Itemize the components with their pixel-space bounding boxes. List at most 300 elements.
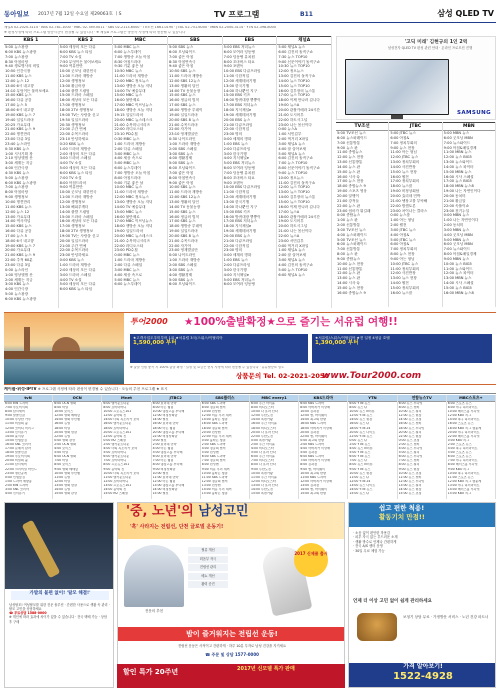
program-listing: 2:00 스포츠 뉴스 xyxy=(447,442,472,446)
hair-ad[interactable] xyxy=(4,502,114,688)
program-listing: 11:00 엠카운트다운 xyxy=(103,475,132,479)
program-listing: 3:00 TV조선 뉴스 xyxy=(337,227,366,232)
program-listing: 16:00 효리네 민박 xyxy=(152,422,179,426)
program-listing: 7:00 아는 형님 xyxy=(152,459,174,463)
channel-header[interactable]: MBC xyxy=(113,36,167,45)
program-listing: 0:00 뉴스라인 xyxy=(5,267,29,272)
mini-channel-column xyxy=(336,122,389,307)
program-listing: 20:00 런닝맨 xyxy=(201,430,221,434)
cable-channel-column xyxy=(4,395,53,499)
program-listing: 19:00 KBS 뉴스 7 xyxy=(5,112,36,117)
program-listing: 14:00 썰전 xyxy=(390,281,409,286)
program-listing: 12:00 뉴스 판 xyxy=(337,271,361,276)
program-listing: 12:00 생생정보 xyxy=(59,78,86,83)
prostate-ad-phone[interactable]: ☎ 주문 및 상담 1577-0000 xyxy=(205,652,259,657)
program-listing: 6:00 스포츠 뉴스 xyxy=(447,455,472,459)
program-listing: 8:00 나 혼자 산다 xyxy=(251,463,276,467)
program-listing: 22:00 음악의 신 xyxy=(103,434,127,438)
program-listing: 14:00 썰전 xyxy=(152,418,169,422)
program-listing: 13:00 정치부회의 xyxy=(390,160,420,165)
program-listing: 12:00 뉴스 투나잇 xyxy=(398,479,425,483)
program-listing: 22:00 라디오스타 xyxy=(114,243,144,248)
program-listing: 21:00 KBS 뉴스 9 xyxy=(5,253,36,258)
program-listing: 13:00 MBN 뉴스 xyxy=(443,276,472,281)
program-listing: 20:00 SBS 8 뉴스 xyxy=(169,117,199,122)
program-listing: 16:00 주간 아이돌 xyxy=(251,422,277,426)
program-listing: 4:00 잘 살아보세 xyxy=(278,146,307,151)
program-listing: 6:00 tvN 드라마 xyxy=(5,402,29,405)
program-listing: 4:00 보이스 xyxy=(54,447,72,451)
program-listing: 10:00 수상한 가수 xyxy=(5,418,31,422)
program-listing: 13:00 신통방통 xyxy=(337,160,363,165)
program-listing: 6:00 주간 아이돌 xyxy=(251,402,275,405)
program-listing: 22:00 하트시그널 xyxy=(278,117,308,122)
channel-header[interactable]: Mnet xyxy=(102,395,150,402)
program-listing: 20:00 EBS 뉴스 xyxy=(223,117,251,122)
program-listing: 3:00 드라마 스페셜 xyxy=(59,272,91,277)
program-listing: 13:00 뉴스 나이트 xyxy=(349,483,376,487)
program-listing: 4:00 비디오스타 xyxy=(251,447,274,451)
travel-ad[interactable] xyxy=(4,312,496,385)
program-listing: 23:10 영재발굴단 xyxy=(169,132,198,137)
program-listing: 15:00 KBS 뉴스 xyxy=(5,224,32,229)
program-listing: 14:00 뉴스 초점 xyxy=(398,418,422,422)
program-listing: 8:30 아침드라마 xyxy=(114,59,141,64)
program-listing: 2:00 세상의 모든 다큐 xyxy=(59,151,96,156)
program-listing: 23:00 PD수첩 xyxy=(114,248,138,253)
program-listing: 0:00 세계의 명화 xyxy=(223,137,252,142)
program-listing: 23:00 엄마가 뭐길래 xyxy=(337,208,371,213)
program-listing: 12:00 미운 우리 새끼 xyxy=(201,414,232,418)
travel-package-1[interactable] xyxy=(130,334,308,363)
hearing-aid-ad[interactable] xyxy=(348,502,496,688)
program-listing: 18:00 지식채널e xyxy=(223,224,252,229)
program-listing: 19:50 일일드라마 xyxy=(59,117,89,122)
program-listing: 10:30 뉴스 TOP10 xyxy=(278,64,310,69)
cable-channel-column xyxy=(201,395,250,499)
program-listing: 2:00 세계는 지금 xyxy=(5,277,33,282)
program-listing: 8:00 뉴스 판 xyxy=(337,252,358,257)
program-listing: 8:00 아침&매일경제 xyxy=(443,252,477,257)
program-listing: 21:00 황금알 xyxy=(443,198,466,203)
program-listing: 22:00 수목드라마 xyxy=(59,248,89,253)
header-ad-brand: 삼성 QLED TV xyxy=(437,9,494,18)
program-listing: 4:00 신서유기 xyxy=(5,492,25,496)
prostate-ad-footer xyxy=(117,664,345,688)
program-listing: 20:00 나 혼자 산다 xyxy=(251,430,278,434)
program-listing: 2:00 다큐 스페셜 xyxy=(114,262,143,267)
program-listing: 17:00 뉴스 현장 xyxy=(337,179,364,184)
program-listing: 15:00 최고의 한방 xyxy=(300,492,327,496)
program-listing: 5:00 MBC 뉴스 xyxy=(114,277,140,282)
program-listing: 8:00 프로듀스101 xyxy=(103,463,130,467)
program-listing: 2:00 뉴스 센터 xyxy=(398,442,420,446)
channel-header[interactable]: JTBC2 xyxy=(152,395,200,402)
program-listing: 6:00 SBS 드라마 xyxy=(201,455,226,459)
program-listing: 22:00 쌈, 마이웨이 xyxy=(300,434,327,438)
program-listing: 9:00 MBN 뉴스 xyxy=(443,256,470,261)
program-listing: 10:00 정오뉴스 xyxy=(278,175,304,180)
program-listing: 19:00 나는 자연인이다 xyxy=(443,189,481,194)
program-listing: 14:00 역사저널 xyxy=(5,219,31,224)
program-listing: 22:00 극한직업 xyxy=(223,127,250,132)
program-listing: 22:00 자기야 xyxy=(169,127,191,132)
program-listing: 12:00 세계테마기행 xyxy=(223,78,256,83)
program-listing: 10:00 썰전 xyxy=(152,471,169,475)
program-listing: 8:00 뉴스 워치 xyxy=(398,463,420,467)
program-listing: 18:00 6시 내고향 xyxy=(5,107,34,112)
channel-header[interactable]: OCN xyxy=(53,395,101,402)
program-listing: 14:00 TV 동물농장 xyxy=(169,204,201,209)
program-listing: 12:00 뉴스 12 xyxy=(5,209,30,214)
channel-header[interactable]: MBN xyxy=(443,122,495,131)
program-listing: 20:00 동치미 xyxy=(443,193,466,198)
program-listing: 4:30 KBS 뉴스 xyxy=(5,170,30,175)
program-listing: 4:00 지식채널e xyxy=(223,272,249,277)
program-listing: 10:00 뉴스 BIG5 xyxy=(443,261,472,266)
program-listing: 23:00 서민갑부 xyxy=(278,238,304,243)
travel-note: ※ 출발 인원 충족 시 100% 출발 확정 · 일정 및 요금은 현지 사정에 따라 변동될 수 있습니다 · 유류할증료 별도 xyxy=(130,366,285,369)
program-listing: 12:00 사건반장 xyxy=(390,271,416,276)
program-listing: 13:00 야구 하이라이트 xyxy=(447,483,480,487)
cable-channel-column xyxy=(152,395,201,499)
program-listing: 12:00 뉴스 현장 xyxy=(398,414,422,418)
channel-header[interactable]: TV조선 xyxy=(336,122,388,131)
program-listing: 6:00 KBS 드라마 xyxy=(300,455,325,459)
program-listing: 16:00 SNL 코리아 xyxy=(5,442,31,446)
program-listing: 20:00 프로듀스101 xyxy=(103,430,132,434)
hair-ad-text: 남성탈모! 여성탈모를 위한 전문 솔루션 · 간편한 사용으로 생활 속 관리 · 탈모 고민을 상담하세요 xyxy=(9,603,110,612)
qled-sub: 삼성전자 QLED TV 편성 관련 안내 · 온라인 프로모션 진행 xyxy=(387,46,473,50)
prostate-ad-banner xyxy=(118,503,345,539)
samsung-qled-ad[interactable] xyxy=(336,36,496,120)
program-listing: 8:00 보이스 xyxy=(54,463,72,467)
program-listing: 10:00 런닝맨 xyxy=(201,410,221,414)
program-listing: 5:00 MBC 뉴스 xyxy=(114,161,140,166)
channel-column xyxy=(59,36,114,308)
program-listing: 14:00 시사 스페셜 xyxy=(443,281,474,286)
program-listing: 6:00 YTN 뉴스 xyxy=(349,455,371,459)
program-listing: 14:00 김부장의 뉴스통 xyxy=(278,195,316,200)
program-listing: 19:15 일일드라마 xyxy=(114,112,144,117)
program-listing: 11:00 주간 아이돌 xyxy=(251,475,277,479)
program-listing: 2:00 SBS 드라마 xyxy=(201,442,226,446)
program-listing: 20:00 김과장 xyxy=(300,430,320,434)
program-listing: 8:00 정글의 법칙 xyxy=(201,406,226,410)
program-listing: 12:00 코미디 빅리그 xyxy=(5,426,34,430)
program-listing: 18:00 생방송 투데이 xyxy=(169,224,203,229)
channel-header[interactable]: SBS xyxy=(168,36,222,45)
program-listing: 3:00 채널A 뉴스 xyxy=(278,258,306,263)
program-listing: 12:00 뉴스 TOP10 xyxy=(278,185,310,190)
program-listing: 10:00 굿모닝 대한민국 xyxy=(59,69,97,74)
program-listing: 16:00 세상의 모든 다큐 xyxy=(59,219,98,224)
program-listing: 6:00 김진의 돌직구쇼 xyxy=(278,49,313,54)
program-listing: 14:10 무엇이든 물어보세요 xyxy=(5,88,49,93)
program-listing: 12:00 쌈, 마이웨이 xyxy=(300,414,327,418)
page-number: B11 xyxy=(300,11,313,18)
program-listing: 6:00 엠카운트다운 xyxy=(103,455,130,459)
program-listing: 23:00 다큐 3일 xyxy=(5,137,31,142)
program-listing: 3:00 한국기행 xyxy=(223,267,247,272)
program-listing: 20:25 가요무대 xyxy=(5,122,31,127)
cable-general-schedule xyxy=(336,122,496,307)
program-listing: 6:00 KBS 뉴스 타임 xyxy=(59,170,93,175)
schedule-notice-line: ※ 편성사정에 따라 프로그램 방송시간이 변경될 수 있습니다 · ※ 채널A 프로그램은 방송사 사정에 따라 변동될 수 있습니다 xyxy=(4,31,186,34)
program-listing: 23:10 PD수첩 xyxy=(114,132,138,137)
program-listing: 12:00 뉴스 파이터 xyxy=(443,271,474,276)
program-listing: 17:00 EBS 저녁뉴스 xyxy=(223,103,258,108)
program-listing: 22:00 명견만리 xyxy=(5,132,31,137)
program-listing: 20:00 EBS 뉴스 xyxy=(223,233,251,238)
program-listing: 13:00 런닝맨 xyxy=(201,483,221,487)
program-listing: 12:00 뉴스 현장 xyxy=(337,155,364,160)
program-listing: 16:00 종합뉴스 9 xyxy=(337,290,366,295)
program-listing: 4:00 너의 목소리가 보여 xyxy=(103,447,138,451)
cable-header xyxy=(4,387,496,394)
price-inquiry-bar[interactable] xyxy=(349,663,496,687)
tv-image xyxy=(345,59,449,115)
program-listing: 2:00 먹거리 X파일 xyxy=(278,137,309,142)
program-listing: 15:00 KBO 리그 xyxy=(447,492,472,496)
benefit-tag: 활력 증진 xyxy=(188,581,228,588)
program-listing: 14:00 불타는 청춘 xyxy=(201,418,228,422)
program-listing: 7:50 무엇이든 물어보세요 xyxy=(59,59,102,64)
program-listing: 0:00 KBO 리그 xyxy=(447,438,470,442)
program-listing: 10:50 인간극장 xyxy=(5,69,31,74)
program-listing: 18:00 지식채널e xyxy=(223,107,252,112)
program-listing: 6:00 스포츠 뉴스 xyxy=(447,402,472,405)
channel-header[interactable]: KBS 1 xyxy=(4,36,58,45)
program-listing: 4:00 김진의 돌직구쇼 xyxy=(278,262,313,267)
program-listing: 12:00 비정상회담 xyxy=(152,414,178,418)
program-listing: 5:00 JTBC 뉴스 xyxy=(390,237,416,242)
tv-schedule-grid xyxy=(4,36,332,308)
channel-header[interactable]: JTBC xyxy=(389,122,441,131)
program-listing: 0:30 나이트라인 xyxy=(169,137,196,142)
benefit-tag: 회음부 자극 xyxy=(188,556,228,563)
program-listing: 5:00 세상의 모든 다큐 xyxy=(59,282,96,287)
channel-header[interactable]: YTN xyxy=(348,395,396,402)
program-listing: 9:00 종합뉴스 xyxy=(337,256,361,261)
program-listing: 22:00 미운 우리 새끼 xyxy=(201,434,232,438)
program-listing: 7:00 쇼미더머니 xyxy=(103,459,127,463)
program-listing: 5:00 EBS 저녁뉴스 xyxy=(223,277,255,282)
channel-header[interactable]: 연합뉴스TV xyxy=(398,395,446,402)
program-listing: 4:00 아침& xyxy=(390,232,410,237)
program-listing: 13:00 생활의 달인 xyxy=(169,83,199,88)
travel-url[interactable]: www.Tour2000.com xyxy=(322,371,422,381)
program-listing: 14:00 뉴스 파이터 xyxy=(443,164,474,169)
program-listing: 5:00 런닝맨 xyxy=(201,451,219,455)
hair-ad-phone: ☎ 무료상담 1588-0000 xyxy=(9,611,47,616)
program-listing: 6:00 모닝와이드 xyxy=(169,282,196,287)
program-listing: 11:00 뉴스 Q xyxy=(349,475,369,479)
program-listing: 23:00 명의 xyxy=(223,132,243,137)
program-listing: 5:00 세상의 모든 다큐 xyxy=(59,45,96,49)
program-listing: 11:00 극한직업 xyxy=(223,74,250,79)
program-listing: 21:00 강적들 xyxy=(337,198,359,203)
program-listing: 6:00 KBS 뉴스광장 xyxy=(5,49,37,54)
program-listing: 17:00 문제적 남자 xyxy=(5,447,31,451)
program-listing: 3:00 KBS 뉴스 xyxy=(5,282,30,287)
program-listing: 22:00 속풀이쇼 xyxy=(443,203,470,208)
program-listing: 6:00 KBS 뉴스 타임 xyxy=(59,49,93,54)
program-listing: 22:00 뉴스A xyxy=(278,233,300,238)
program-listing: 20:00 뉴스 워치 xyxy=(398,430,422,434)
program-listing: 18:00 KBO 리그 생중계 xyxy=(447,426,482,430)
program-listing: 0:00 KBS 뉴스 xyxy=(59,258,84,263)
program-listing: 6:00 뉴스투데이 xyxy=(114,282,141,287)
program-listing: 14:00 음악의 신 xyxy=(103,487,127,491)
program-listing: 22:00 자기야 xyxy=(169,243,191,248)
program-listing: 13:00 생활의 달인 xyxy=(169,200,199,204)
program-listing: 15:00 SBS 뉴스 xyxy=(169,93,196,98)
waterfront-buildings xyxy=(4,351,124,359)
program-listing: 5:00 채널A 뉴스 xyxy=(278,151,306,156)
program-listing: 0:00 영화 관상 xyxy=(54,438,76,442)
program-listing: 18:00 관찰카메라 24시간 xyxy=(278,214,320,219)
program-listing: 20:00 MBC 뉴스데스크 xyxy=(114,233,153,238)
program-listing: 0:00 세계의 명화 xyxy=(223,253,252,258)
program-listing: 1:00 드라마 재방송 xyxy=(59,146,91,151)
program-listing: 11:00 종합뉴스 xyxy=(337,150,363,155)
channel-header[interactable]: MBC every1 xyxy=(250,395,298,402)
travel-phone[interactable]: 상품문의 Tel. 02-2021-2050 xyxy=(236,372,329,380)
program-listing: 17:00 SBS 뉴스 xyxy=(169,219,196,224)
program-listing: 5:00 YTN 뉴스 xyxy=(349,451,371,455)
program-listing: 5:00 터널 xyxy=(54,451,69,455)
program-listing: 9:00 무한도전 xyxy=(251,467,271,471)
program-listing: 5:00 EBS 저녁뉴스 xyxy=(223,161,255,166)
program-listing: 16:00 정글의 법칙 xyxy=(169,98,199,103)
program-listing: 9:00 뉴스 TOP10 xyxy=(278,170,308,175)
program-listing: 6:00 YTN 뉴스 xyxy=(349,402,371,405)
program-listing: 16:00 김부장의 뉴스통 xyxy=(278,88,316,93)
program-listing: 7:00 뉴스광장 xyxy=(5,54,29,59)
program-listing: 14:00 최고의 한방 xyxy=(300,418,327,422)
program-listing: 5:00 뉴스 워치 xyxy=(398,451,420,455)
prostate-device-ad[interactable] xyxy=(117,502,345,688)
benefit-tag: 혈류 개선 xyxy=(188,547,228,554)
price-inquiry-phone[interactable]: 1522-4928 xyxy=(393,670,453,682)
program-listing: 9:30 기분 좋은 날 xyxy=(114,64,144,69)
program-listing: 11:00 드라마 재방송 xyxy=(169,190,203,195)
program-listing: 13:00 생방송 오늘 저녁 xyxy=(114,200,153,204)
channel-header[interactable]: KBS드라마 xyxy=(299,395,347,402)
channel-header[interactable]: SBS플러스 xyxy=(201,395,249,402)
program-listing: 0:00 종합뉴스 xyxy=(337,213,361,218)
program-listing: 8:00 뉴스 센터 xyxy=(398,406,420,410)
program-listing: 5:00 TV조선 뉴스 xyxy=(337,237,366,242)
program-listing: 14:00 TV 동물농장 xyxy=(169,88,201,93)
program-listing: 8:00 베이스볼 투나잇 xyxy=(447,463,478,467)
channel-header[interactable]: KBS 2 xyxy=(59,36,113,45)
program-listing: 1:00 드라마 재방송 xyxy=(169,258,201,263)
program-listing: 0:00 최고의 한방 xyxy=(300,438,325,442)
program-listing: 4:00 뉴스 N이슈 xyxy=(349,447,373,451)
program-listing: 12:00 영화 베테랑 xyxy=(54,414,81,418)
program-listing: 4:00 세상 속으로 xyxy=(114,156,143,161)
program-listing: 1:00 드라마 재방송 xyxy=(114,258,146,263)
channel-header[interactable]: EBS xyxy=(223,36,277,45)
program-listing: 7:00 신통방통 xyxy=(337,140,361,145)
program-listing: 20:00 하트시그널 xyxy=(278,224,308,229)
program-listing: 0:00 MBC 뉴스 xyxy=(114,253,140,258)
program-listing: 5:00 세상의 모든 다큐 xyxy=(59,166,96,171)
program-listing: 15:00 뉴스 현장 xyxy=(337,286,364,290)
cable-channel-column xyxy=(348,395,397,499)
program-listing: 12:00 KBO 리그 xyxy=(447,414,472,418)
program-listing: 22:00 크리미널 마인드 xyxy=(5,467,37,471)
program-listing: 10:00 SBS 뉴스 xyxy=(169,185,196,190)
cable-channel-column xyxy=(398,395,447,499)
program-listing: 17:00 SBS 뉴스 xyxy=(169,103,196,108)
program-listing: 18:00 뉴스 투나잇 xyxy=(398,426,425,430)
program-listing: 19:00 TV는 사랑을 싣고 xyxy=(59,233,99,238)
program-listing: 18:00 2TV 생생정보 xyxy=(59,229,94,234)
program-listing: 21:00 KBS 뉴스 9 xyxy=(5,127,36,132)
program-listing: 16:00 썰전 xyxy=(390,174,409,179)
program-listing: 14:00 사건반장 xyxy=(390,164,416,169)
program-listing: 8:30 아침연속극 xyxy=(169,59,196,64)
program-listing: 13:00 뉴스 워치 xyxy=(398,483,422,487)
travel-package-2[interactable] xyxy=(312,334,492,363)
program-listing: 6:00 채널A 뉴스 xyxy=(278,272,306,277)
program-listing: 9:00 아침&매일경제 xyxy=(443,145,477,150)
program-listing: 11:00 아는 형님 xyxy=(390,150,417,155)
program-listing: 20:00 알맹이 xyxy=(337,193,359,198)
program-listing: 15:00 MBC 뉴스 xyxy=(114,93,142,98)
program-listing: 2:00 동치미 xyxy=(443,223,464,228)
tv-stand xyxy=(391,115,403,119)
program-listing: 15:00 MBC 뉴스 xyxy=(114,209,142,214)
program-listing: 9:00 뉴스 현장 xyxy=(390,145,415,150)
program-listing: 6:00 KBS 드라마 xyxy=(300,402,325,405)
program-listing: 22:00 추적 60분 xyxy=(5,258,33,263)
program-listing: 21:00 주간 연예 xyxy=(59,127,87,132)
program-listing: 2:00 SBS 스페셜 xyxy=(169,146,197,151)
program-listing: 13:00 프로듀스101 xyxy=(103,483,132,487)
channel-header[interactable]: MBC스포츠+ xyxy=(447,395,495,402)
program-listing: 4:00 세상 속으로 xyxy=(114,272,143,277)
hearing-ad-side: 보청기 상담 무료 · 가정방문 서비스 · 노년 건강 파트너 xyxy=(403,615,489,619)
program-listing: 1:00 EBS 뉴스 xyxy=(223,258,248,263)
program-listing: 6:00 KBS 뉴스 타임 xyxy=(59,287,93,292)
program-listing: 6:00 SBS 드라마 xyxy=(201,402,226,405)
program-listing: 9:00 포텐독 xyxy=(223,64,244,69)
program-listing: 14:00 시사 Q xyxy=(337,281,360,286)
program-listing: 11:00 신통방통 xyxy=(337,266,363,271)
program-listing: 0:00 뉴스A xyxy=(278,127,297,132)
mini-channel-column xyxy=(389,122,442,307)
program-listing: 14:00 축구 하이라이트 xyxy=(447,418,480,422)
channel-column xyxy=(113,36,168,308)
program-listing: 8:00 터널 xyxy=(54,406,69,410)
qled-quote: '고딕 미래' 김현규의 1인 2역 xyxy=(404,40,468,45)
channel-header[interactable]: 채널A xyxy=(277,36,331,45)
program-listing: 14:00 출발 드림팀 xyxy=(59,209,90,214)
program-listing: 15:00 복면가왕 xyxy=(251,492,273,496)
channel-header[interactable]: tvN xyxy=(4,395,52,402)
program-listing: 12:00 SBS 12뉴스 xyxy=(169,195,201,200)
program-listing: 13:00 냉장고를 부탁해 xyxy=(152,483,185,487)
program-listing: 13:00 한국기행 xyxy=(223,83,250,88)
program-listing: 9:00 알쓸신잡 xyxy=(5,414,25,418)
program-listing: 16:00 뉴스 센터 xyxy=(398,422,422,426)
program-listing: 9:00 여유만만 xyxy=(59,64,83,69)
program-listing: 10:00 뉴스 현장 xyxy=(349,471,373,475)
